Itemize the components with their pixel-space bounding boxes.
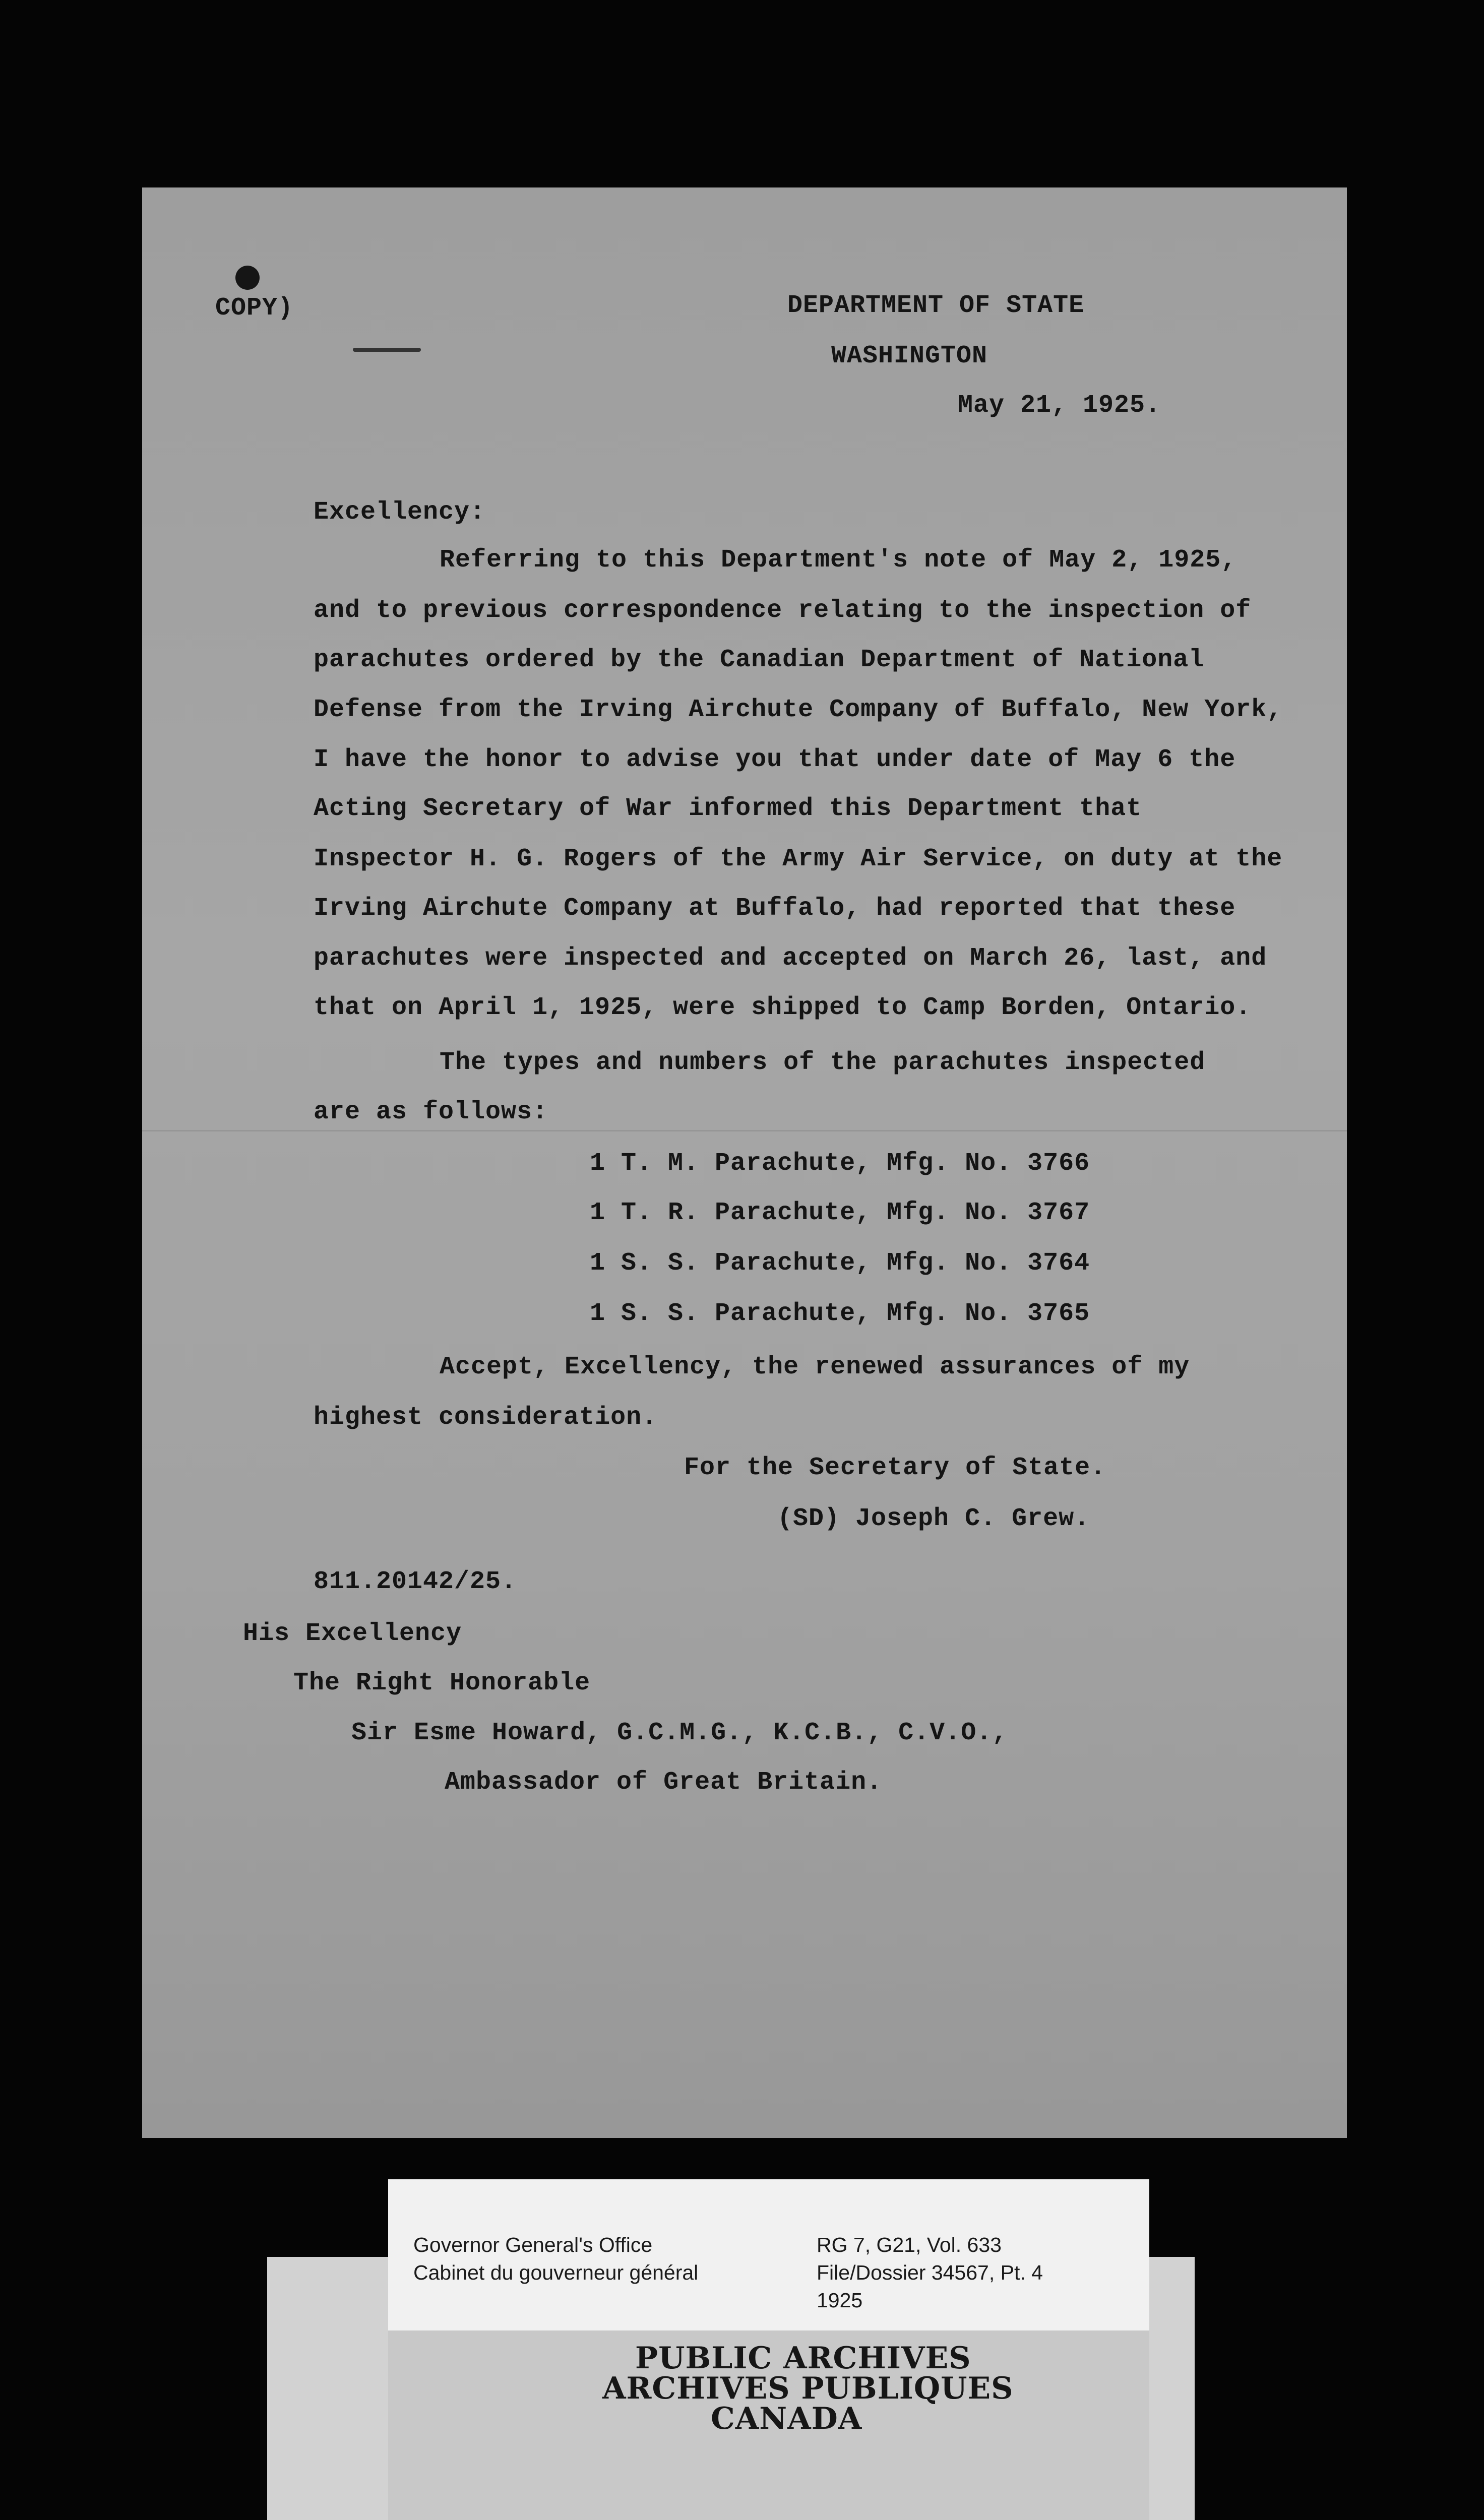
body-line: Inspector H. G. Rogers of the Army Air Service, on duty at the (314, 845, 1283, 873)
stamp-line-1: PUBLIC ARCHIVES (635, 2341, 971, 2376)
body-line: The types and numbers of the parachutes inspected (440, 1048, 1206, 1077)
archive-label-card (388, 2179, 1149, 2330)
punch-hole (235, 266, 260, 290)
signature-for: For the Secretary of State. (684, 1454, 1106, 1482)
file-dossier: File/Dossier 34567, Pt. 4 (817, 2261, 1043, 2284)
dash-mark (353, 348, 421, 352)
record-group: RG 7, G21, Vol. 633 (817, 2233, 1002, 2256)
signature-name: (SD) Joseph C. Grew. (777, 1504, 1090, 1533)
record-year: 1925 (817, 2289, 863, 2312)
body-line: are as follows: (314, 1098, 548, 1126)
body-line: Referring to this Department's note of May 2, 1925, (440, 546, 1237, 575)
body-line: Irving Airchute Company at Buffalo, had reported that these (314, 894, 1236, 923)
body-line: Defense from the Irving Airchute Company of Buffalo, New York, (314, 696, 1283, 724)
body-line: parachutes ordered by the Canadian Department of National (314, 646, 1205, 674)
closing-line: highest consideration. (314, 1403, 658, 1432)
body-line: Acting Secretary of War informed this Department that (314, 794, 1142, 823)
address-line: The Right Honorable (293, 1669, 591, 1697)
parachute-item: 1 T. R. Parachute, Mfg. No. 3767 (590, 1199, 1090, 1227)
letterhead-department: DEPARTMENT OF STATE (787, 291, 1085, 320)
body-line: and to previous correspondence relating to the inspection of (314, 596, 1252, 625)
office-french: Cabinet du gouverneur général (413, 2261, 699, 2284)
body-line: that on April 1, 1925, were shipped to Camp Borden, Ontario. (314, 993, 1252, 1022)
parachute-item: 1 S. S. Parachute, Mfg. No. 3764 (590, 1249, 1090, 1278)
letterhead-city: WASHINGTON (831, 342, 988, 370)
salutation: Excellency: (314, 498, 486, 527)
address-line: Sir Esme Howard, G.C.M.G., K.C.B., C.V.O., (351, 1719, 1008, 1747)
body-line: I have the honor to advise you that under date of May 6 the (314, 745, 1236, 774)
file-number: 811.20142/25. (314, 1567, 517, 1596)
address-line: His Excellency (243, 1619, 462, 1648)
fold-crease (142, 1130, 1347, 1131)
body-line: parachutes were inspected and accepted on March 26, last, and (314, 944, 1267, 973)
copy-mark: COPY) (215, 294, 294, 323)
parachute-item: 1 S. S. Parachute, Mfg. No. 3765 (590, 1299, 1090, 1328)
stamp-line-3: CANADA (711, 2401, 862, 2436)
letter-page (142, 187, 1347, 2138)
closing-line: Accept, Excellency, the renewed assurances of my (440, 1353, 1190, 1381)
office-english: Governor General's Office (413, 2233, 653, 2256)
address-line: Ambassador of Great Britain. (445, 1768, 883, 1797)
letter-date: May 21, 1925. (958, 391, 1161, 420)
stamp-line-2: ARCHIVES PUBLIQUES (602, 2371, 1014, 2406)
archive-stamp-area (388, 2330, 1149, 2520)
parachute-item: 1 T. M. Parachute, Mfg. No. 3766 (590, 1149, 1090, 1178)
